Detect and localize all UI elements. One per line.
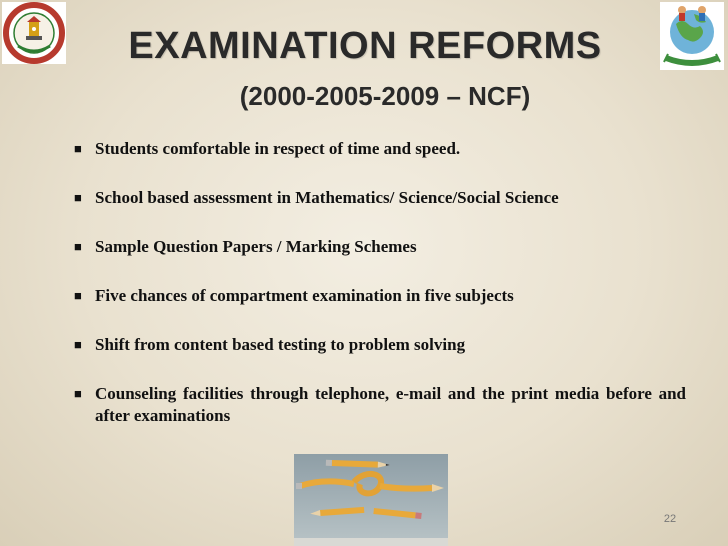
bullet-item (74, 285, 686, 307)
knotted-pencils-illustration (294, 454, 448, 546)
slide-title: EXAMINATION REFORMS (128, 25, 602, 67)
bullet-item (74, 138, 686, 160)
bullet-text: Shift from content based testing to problem solving (95, 335, 466, 354)
page-number: 22 (663, 513, 677, 525)
bullet-text: Counseling facilities through telephone, e-mail and the print media before and after examinations (95, 384, 686, 425)
globe-children-emblem-icon (660, 2, 724, 70)
bullet-square-icon: ■ (74, 141, 82, 156)
bullet-text: Students comfortable in respect of time and speed. (95, 139, 461, 158)
bullet-item (74, 236, 686, 258)
bullet-item (74, 334, 686, 356)
bullet-list (74, 138, 686, 454)
bullet-text: School based assessment in Mathematics/ Science/Social Science (95, 188, 559, 207)
bullet-text: Five chances of compartment examination in five subjects (95, 286, 514, 305)
bullet-square-icon: ■ (74, 288, 82, 303)
slide-subtitle: (2000-2005-2009 – NCF) (239, 81, 531, 111)
bullet-text: Sample Question Papers / Marking Schemes (95, 237, 417, 256)
bullet-square-icon: ■ (74, 190, 82, 205)
bullet-square-icon: ■ (74, 337, 82, 352)
bullet-square-icon: ■ (74, 239, 82, 254)
bullet-item (74, 187, 686, 209)
bullet-item (74, 383, 686, 427)
bullet-square-icon: ■ (74, 386, 82, 401)
cbse-emblem-icon (2, 2, 66, 64)
